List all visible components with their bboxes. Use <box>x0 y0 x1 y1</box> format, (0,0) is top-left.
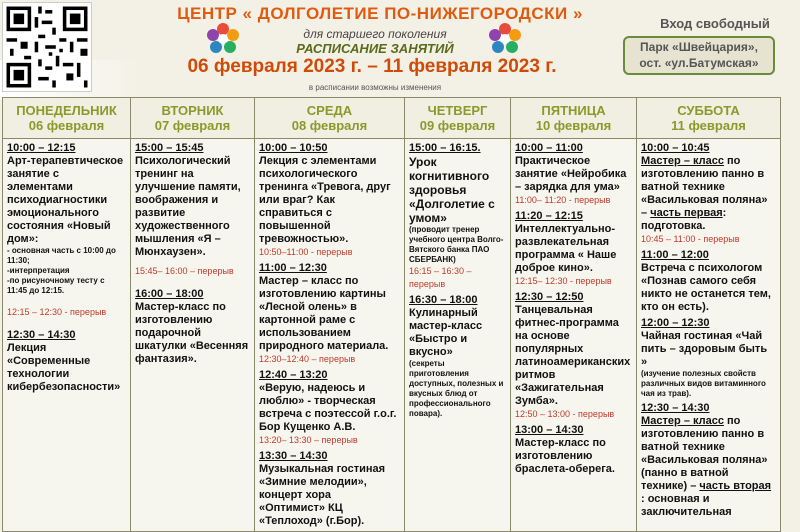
flower-icon <box>488 22 522 56</box>
event-detail: (секреты приготовления доступных, полезных и вкусных блюд от профессионального повара). <box>409 359 504 418</box>
wednesday-cell <box>255 139 405 532</box>
event-title: Мастер – класс по изготовлению картины «Лесной олень» в картонной раме с использованием природного материала. <box>259 275 389 352</box>
changes-note: в расписании возможны изменения <box>308 83 442 92</box>
event-time: 16:30 – 18:00 <box>409 294 478 306</box>
event-time: 12:30 – 14:30 <box>7 329 76 341</box>
event-title: «Верую, надеюсь и люблю» - творческая встреча с поэтессой г.о.г. Бор Кущенко А.В. <box>259 382 397 433</box>
flower-logo-left <box>206 22 240 56</box>
saturday-cell <box>637 139 781 532</box>
event-title: Лекция «Современные технологии кибербезопасности» <box>7 342 121 393</box>
day-header-saturday: СУББОТА 11 февраля <box>637 98 781 139</box>
event-detail: (проводит тренер учебного центра Волго-Вятского банка ПАО СБЕРБАНК) <box>409 225 504 264</box>
break-time: 11:00– 11:20 - перерыв <box>515 195 611 205</box>
event-title: Психологический тренинг на улучшение памяти, воображения и развитие художественного мышления «Я – Мюнхаузен». <box>135 155 241 258</box>
day-header-thursday: ЧЕТВЕРГ 09 февраля <box>405 98 511 139</box>
flower-icon <box>206 22 240 56</box>
monday-cell <box>3 139 131 532</box>
event-title: Интеллектуально-развлекательная программа « Наше доброе кино». <box>515 223 617 274</box>
event-title: Урок когнитивного здоровья «Долголетие с умом» <box>409 155 495 225</box>
break-time: 10:50–11:00 - перерыв <box>259 247 353 257</box>
event-time: 15:00 – 16:15. <box>409 142 481 154</box>
event-detail: -по рисуночному тесту с 11:45 до 12:15. <box>7 276 105 295</box>
qr-code[interactable] <box>2 2 92 92</box>
event-time: 11:00 – 12:00 <box>641 249 709 261</box>
event-title: Мастер – класс по изготовлению панно в ватной технике «Васильковая поляна» (панно в ватной технике) – часть вторая : основная и заключительная <box>641 415 772 518</box>
event-detail: - основная часть с 10:00 до 11:30; <box>7 246 116 265</box>
event-time: 12:30 – 12:50 <box>515 291 584 303</box>
schedule-row <box>3 139 781 532</box>
break-time: 12:30–12:40 – перерыв <box>259 354 356 364</box>
event-title: Практическое занятие «Нейробика – зарядка для ума» <box>515 155 627 193</box>
schedule-subtitle: РАСПИСАНИЕ ЗАНЯТИЙ <box>296 41 454 56</box>
event-time: 11:20 – 12:15 <box>515 210 583 222</box>
event-title: Арт-терапевтическое занятие с элементами психодиагностики эмоционального состояния «Новый дом»: <box>7 155 124 245</box>
free-entry-label: Вход свободный <box>660 16 770 31</box>
event-title: Музыкальная гостиная «Зимние мелодии», концерт хора «Оптимист» КЦ «Теплоход» (г.Бор). <box>259 463 386 527</box>
event-time: 10:00 – 12:15 <box>7 142 76 154</box>
break-time: 12:50 – 13:00 - перерыв <box>515 409 615 419</box>
event-title: Танцевальная фитнес-программа на основе популярных латиноамериканских ритмов «Зажигательная Зумба». <box>515 304 631 407</box>
break-time: 10:45 – 11:00 - перерыв <box>641 234 740 244</box>
flower-logo-right <box>488 22 522 56</box>
event-time: 15:00 – 15:45 <box>135 142 204 154</box>
thursday-cell <box>405 139 511 532</box>
break-time: 13:20– 13:30 – перерыв <box>259 435 358 445</box>
event-detail: (изучение полезных свойств различных видов витаминного чая из трав). <box>641 369 766 398</box>
event-title: Чайная гостиная «Чай пить – здоровым быть » <box>641 330 768 368</box>
qr-code-icon <box>3 3 91 91</box>
event-time: 10:00 – 11:00 <box>515 142 583 154</box>
event-title: Встреча с психологом «Познав самого себя никто не останется тем, кто он есть). <box>641 262 771 313</box>
event-title: Мастер-класс по изготовлению браслета-оберега. <box>515 437 615 475</box>
day-header-tuesday: ВТОРНИК 07 февраля <box>131 98 255 139</box>
center-title: ЦЕНТР « ДОЛГОЛЕТИЕ ПО-НИЖЕГОРОДСКИ » <box>177 4 583 23</box>
event-time: 12:00 – 12:30 <box>641 317 710 329</box>
day-header-friday: ПЯТНИЦА 10 февраля <box>511 98 637 139</box>
location-box <box>623 36 775 75</box>
location-stop: ост. «ул.Батумская» <box>639 56 759 70</box>
event-time: 11:00 – 12:30 <box>259 262 327 274</box>
event-title: Кулинарный мастер-класс «Быстро и вкусно» <box>409 307 483 358</box>
break-time: 16:15 – 16:30 – перерыв <box>409 266 472 289</box>
break-time: 15:45– 16:00 – перерыв <box>135 266 234 276</box>
day-header-wednesday: СРЕДА 08 февраля <box>255 98 405 139</box>
event-title: Мастер – класс по изготовлению панно в ватной технике «Васильковая поляна» – часть первая: подготовка. <box>641 155 768 232</box>
event-detail: -интерпретация <box>7 266 70 275</box>
day-header-monday: ПОНЕДЕЛЬНИК 06 февраля <box>3 98 131 139</box>
break-time: 12:15– 12:30 - перерыв <box>515 276 612 286</box>
location-park: Парк «Швейцария», <box>640 40 758 54</box>
audience-subtitle: для старшего поколения <box>303 27 447 41</box>
friday-cell <box>511 139 637 532</box>
event-time: 10:00 – 10:50 <box>259 142 328 154</box>
date-range: 06 февраля 2023 г. – 11 февраля 2023 г. <box>187 56 557 77</box>
event-time: 13:00 – 14:30 <box>515 424 584 436</box>
event-title: Лекция с элементами психологического тренинга «Тревога, друг или враг? Как справиться с повышенной тревожностью». <box>259 155 391 245</box>
event-time: 12:30 – 14:30 <box>641 402 710 414</box>
event-time: 16:00 – 18:00 <box>135 288 204 300</box>
tuesday-cell <box>131 139 255 532</box>
schedule-table <box>2 97 781 532</box>
event-time: 10:00 – 10:45 <box>641 142 710 154</box>
event-time: 13:30 – 14:30 <box>259 450 328 462</box>
event-title: Мастер-класс по изготовлению подарочной шкатулки «Весенняя фантазия». <box>135 301 249 365</box>
event-time: 12:40 – 13:20 <box>259 369 328 381</box>
break-time: 12:15 – 12:30 - перерыв <box>7 307 107 317</box>
day-header-row <box>3 98 781 139</box>
